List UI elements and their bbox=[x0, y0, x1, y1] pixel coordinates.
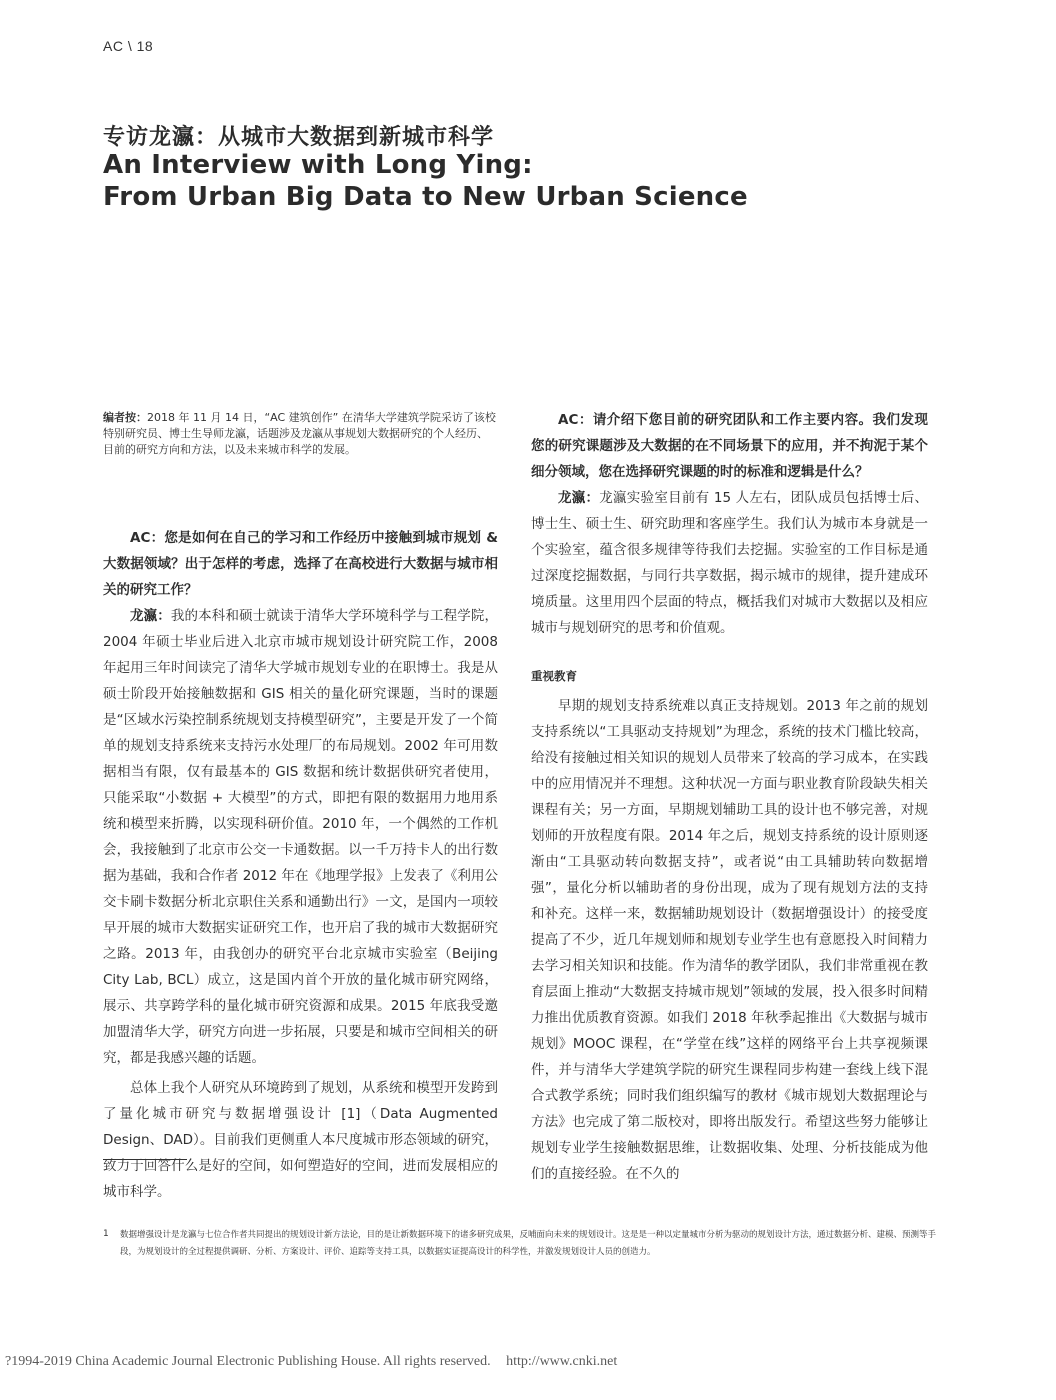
copyright-line bbox=[0, 1354, 1056, 1370]
answer-1-paragraph-2: 总体上我个人研究从环境跨到了规划，从系统和模型开发跨到了量化城市研究与数据增强设计 [1]（Data Augmented Design、DAD）。目前我们更侧重人本尺度城市形态领域的研究，致力于回答什么是好的空间，如何塑造好的空间，进而发展相应的城市科学。 bbox=[103, 1080, 498, 1200]
answer-speaker: 龙瀛： bbox=[130, 608, 171, 624]
editor-note-label: 编者按： bbox=[103, 411, 147, 424]
answer-1-paragraph-1 bbox=[103, 603, 498, 1071]
title-english-line2: From Urban Big Data to New Urban Science bbox=[103, 182, 748, 212]
question-2: AC：请介绍下您目前的研究团队和工作主要内容。我们发现您的研究课题涉及大数据的在不同场景下的应用，并不拘泥于某个细分领域，您在选择研究课题的时的标准和逻辑是什么？ bbox=[531, 412, 928, 480]
title-chinese: 专访龙瀛：从城市大数据到新城市科学 bbox=[103, 125, 495, 150]
answer-speaker: 龙瀛： bbox=[558, 490, 600, 506]
answer-1-text: 我的本科和硕士就读于清华大学环境科学与工程学院，2004 年硕士毕业后进入北京市城市规划设计研究院工作，2008 年起用三年时间读完了清华大学城市规划专业的在职博士。我是从硕士阶段开始接触数据和 GIS 相关的量化研究课题，当时的课题是“区域水污染控制系统规划支持模型研究”，主要是开发了一个简单的规划支持系统来支持污水处理厂的布局规划。2002 年可用数据相当有限，仅有最基本的 GIS 数据和统计数据供研究者使用，只能采取“小数据 + 大模型”的方式，即把有限的数据用力地用系统和模型来折腾，以实现科研价值。2010 年，一个偶然的工作机会，我接触到了北京市公交一卡通数据。以一千万持卡人的出行数据为基础，我和合作者 2012 年在《地理学报》上发表了《利用公交卡刷卡数据分析北京职住关系和通勤出行》一文，是国内一项较早开展的城市大数据实证研究工作，也开启了我的城市大数据研究之路。2013 年，由我创办的研究平台北京城市实验室（Beijing City Lab, BCL）成立，这是国内首个开放的量化城市研究网络，展示、共享跨学科的量化城市研究资源和成果。2015 年底我受邀加盟清华大学，研究方向进一步拓展，只要是和城市空间相关的研究，都是我感兴趣的话题。 bbox=[103, 608, 499, 1066]
answer-2-paragraph-1 bbox=[531, 485, 928, 641]
right-column bbox=[531, 407, 928, 1187]
copyright-text: ?1994-2019 China Academic Journal Electronic Publishing House. All rights reserved. bbox=[5, 1354, 491, 1369]
editor-note bbox=[103, 410, 498, 458]
answer-2-text: 龙瀛实验室目前有 15 人左右，团队成员包括博士后、博士生、硕士生、研究助理和客座学生。我们认为城市本身就是一个实验室，蕴含很多规律等待我们去挖掘。实验室的工作目标是通过深度挖掘数据，与同行共享数据，揭示城市的规律，提升建成环境质量。这里用四个层面的特点，概括我们对城市大数据以及相应城市与规划研究的思考和价值观。 bbox=[531, 490, 928, 636]
editor-note-text: 2018 年 11 月 14 日，“AC 建筑创作” 在清华大学建筑学院采访了该校特别研究员、博士生导师龙瀛，话题涉及龙瀛从事规划大数据研究的个人经历、目前的研究方向和方法，以及未来城市科学的发展。 bbox=[103, 411, 496, 456]
footnote-text: 数据增强设计是龙瀛与七位合作者共同提出的规划设计新方法论，目的是让新数据环境下的诸多研究成果，反哺面向未来的规划设计。这是是一种以定量城市分析为驱动的规划设计方法，通过数据分析、建模、预测等手段，为规划设计的全过程提供调研、分析、方案设计、评价、追踪等支持工具，以数据实证提高设计的科学性，并激发规划设计人员的创造力。 bbox=[120, 1230, 937, 1257]
section-heading: 重视教育 bbox=[531, 669, 577, 683]
footnote-divider bbox=[103, 1159, 187, 1160]
left-column bbox=[103, 525, 498, 1205]
section-paragraph: 早期的规划支持系统难以真正支持规划。2013 年之前的规划支持系统以“工具驱动支持规划”为理念，系统的技术门槛比较高，给没有接触过相关知识的规划人员带来了较高的学习成本，在实践中的应用情况并不理想。这种状况一方面与职业教育阶段缺失相关课程有关；另一方面，早期规划辅助工具的设计也不够完善，对规划师的开放程度有限。2014 年之后，规划支持系统的设计原则逐渐由“工具驱动转向数据支持”，或者说“由工具辅助转向数据增强”，量化分析以辅助者的身份出现，成为了现有规划方法的支持和补充。这样一来，数据辅助规划设计（数据增强设计）的接受度提高了不少，近几年规划师和规划专业学生也有意愿投入时间精力去学习相关知识和技能。作为清华的教学团队，我们非常重视在教育层面上推动“大数据支持城市规划”领域的发展，投入很多时间精力推出优质教育资源。如我们 2018 年秋季起推出《大数据与城市规划》MOOC 课程，在“学堂在线”这样的网络平台上共享视频课件，并与清华大学建筑学院的研究生课程同步构建一套线上线下混合式教学系统；同时我们组织编写的教材《城市规划大数据理论与方法》也完成了第二版校对，即将出版发行。希望这些努力能够让规划专业学生接触数据思维，让数据收集、处理、分析技能成为他们的直接经验。在不久的 bbox=[531, 698, 928, 1182]
title-english-line1: An Interview with Long Ying: bbox=[103, 150, 533, 180]
question-1: AC：您是如何在自己的学习和工作经历中接触到城市规划 & 大数据领域？出于怎样的考虑，选择了在高校进行大数据与城市相关的研究工作？ bbox=[103, 530, 498, 598]
footnote-number: 1 bbox=[103, 1229, 109, 1239]
copyright-url[interactable]: http://www.cnki.net bbox=[506, 1354, 618, 1369]
page-folio: AC \ 18 bbox=[103, 38, 154, 54]
